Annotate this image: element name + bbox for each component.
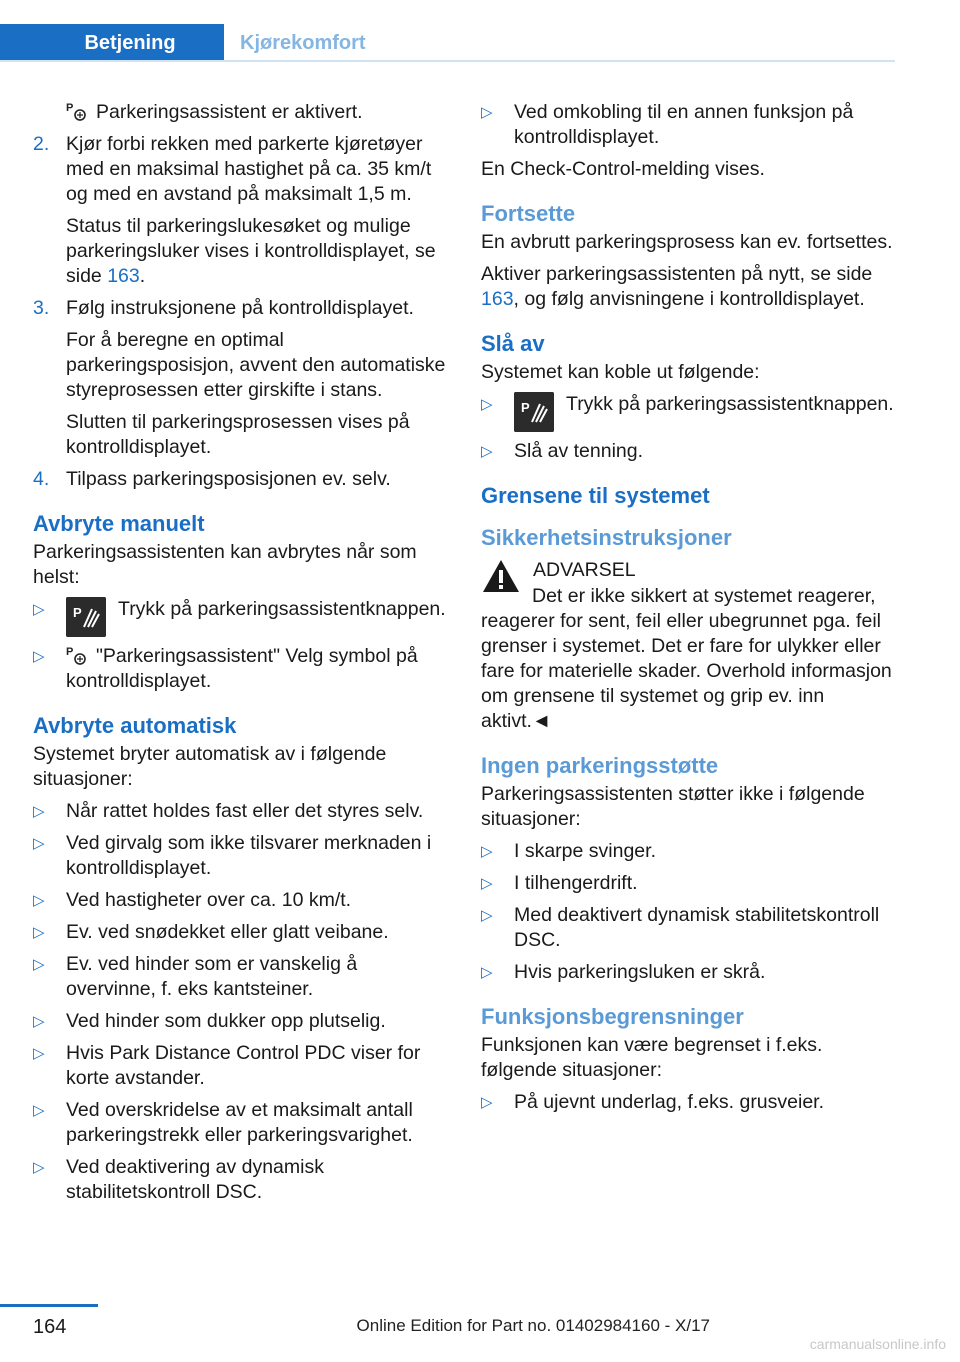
heading-grensene: Grensene til systemet (481, 483, 710, 508)
edition-text: Online Edition for Part no. 01402984160 - X/17 (356, 1316, 710, 1335)
heading-avbryte-automatisk: Avbryte automatisk (33, 713, 237, 738)
bullet-triangle-icon: ▷ (481, 875, 493, 892)
step-text: Status til parkeringslukesøket og mulige parkeringsluker vises i kontrolldisplayet, se side 163. (66, 215, 436, 287)
list-item-text: Ev. ved snødekket eller glatt veibane. (66, 921, 389, 943)
list-item (33, 1009, 448, 1034)
bullet-triangle-icon: ▷ (33, 1102, 45, 1119)
right-column (481, 100, 896, 1122)
list-item (481, 100, 896, 150)
bullet-triangle-icon: ▷ (481, 443, 493, 460)
heading-funksjonsbegrensninger: Funksjonsbegrensninger (481, 1004, 744, 1029)
svg-text:P: P (73, 605, 82, 620)
parking-assistant-icon (66, 644, 88, 666)
list-item-text: Trykk på parkeringsassistentknappen. (566, 393, 894, 415)
step-2 (33, 132, 448, 289)
list-item-text: Hvis Park Distance Control PDC viser for korte avstander. (66, 1042, 421, 1089)
step-text: Tilpass parkeringsposisjonen ev. selv. (66, 468, 391, 490)
list-item (481, 960, 896, 985)
svg-text:P: P (66, 646, 74, 658)
list-item (33, 799, 448, 824)
check-control-text: En Check-Control-melding vises. (481, 158, 765, 180)
header-tabs (0, 24, 895, 62)
warning-title: ADVARSEL (533, 559, 636, 581)
list-item (33, 1155, 448, 1205)
list-item (481, 839, 896, 864)
list-item-text: På ujevnt underlag, f.eks. grusveier. (514, 1091, 825, 1113)
bullet-triangle-icon: ▷ (481, 907, 493, 924)
list-item (481, 439, 896, 464)
list-item-text: Ved hastigheter over ca. 10 km/t. (66, 889, 352, 911)
bullet-triangle-icon: ▷ (33, 835, 45, 852)
auto-list (33, 799, 448, 1205)
bullet-triangle-icon: ▷ (33, 1045, 45, 1062)
bullet-triangle-icon: ▷ (33, 648, 45, 665)
step-text-lead: Status til parkeringslukesøket og mulige parkeringsluker vises i kontrolldisplayet, se side (66, 215, 436, 287)
bullet-triangle-icon: ▷ (481, 843, 493, 860)
step-number: 2. (33, 133, 50, 155)
list-item-text: I tilhengerdrift. (514, 872, 638, 894)
left-column (33, 100, 448, 1212)
continue-text-2 (481, 262, 896, 312)
step-4 (33, 467, 448, 492)
tab-betjening[interactable] (0, 24, 224, 62)
header-divider (0, 60, 895, 62)
step-3 (33, 296, 448, 460)
tab-betjening-label: Betjening (84, 31, 176, 54)
nosupport-list (481, 839, 896, 985)
list-item-text: Trykk på parkeringsassistentknappen. (118, 598, 446, 620)
footer-accent-bar (0, 1304, 98, 1307)
nosupport-intro: Parkeringsassistenten støtter ikke i følgende situasjoner: (481, 783, 865, 830)
bullet-triangle-icon: ▷ (33, 1159, 45, 1176)
step-text: Følg instruksjonene på kontrolldisplayet. (66, 297, 414, 319)
func-list (481, 1090, 896, 1115)
step-text: Kjør forbi rekken med parkerte kjøretøyer med en maksimal hastighet på ca. 35 km/t og med en avstand på maksimalt 1,5 m. (66, 133, 432, 205)
heading-fortsette: Fortsette (481, 201, 576, 226)
bullet-triangle-icon: ▷ (33, 956, 45, 973)
watermark: carmanualsonline.info (809, 1336, 946, 1352)
step-text: Slutten til parkeringsprosessen vises på kontrolldisplayet. (66, 411, 410, 458)
list-item-text: Når rattet holdes fast eller det styres selv. (66, 800, 424, 822)
list-item (481, 1090, 896, 1115)
list-item-text: Ev. ved hinder som er vanskelig å overvinne, f. eks kantsteiner. (66, 953, 358, 1000)
list-item-text: "Parkeringsassistent" Velg symbol på kontrolldisplayet. (66, 645, 418, 692)
parking-button-icon (66, 597, 106, 637)
list-item-text: Ved girvalg som ikke tilsvarer merknaden i kontrolldisplayet. (66, 832, 432, 879)
list-item (33, 952, 448, 1002)
list-item-text: Slå av tenning. (514, 440, 644, 462)
warning-text: Det er ikke sikkert at systemet reagerer, reagerer for sent, feil eller ubegrunnet pga. feil grenser i systemet. Det er fare for ulykker eller fare for materielle skader. Overhold informasjon om grensene til systemet og grip ev. inn aktivt.◄ (481, 585, 892, 732)
bullet-triangle-icon: ▷ (33, 924, 45, 941)
step-1-text: Parkeringsassistent er aktivert. (96, 101, 363, 123)
heading-sikkerhet: Sikkerhetsinstruksjoner (481, 525, 732, 550)
bullet-triangle-icon: ▷ (481, 964, 493, 981)
continue-text-lead: Aktiver parkeringsassistenten på nytt, se side (481, 263, 873, 285)
list-item-text: I skarpe svinger. (514, 840, 656, 862)
heading-avbryte-manuelt: Avbryte manuelt (33, 511, 205, 536)
step-number: 3. (33, 297, 50, 319)
list-item-text: Ved overskridelse av et maksimalt antall parkeringstrekk eller parkeringsvarighet. (66, 1099, 413, 1146)
continue-text: En avbrutt parkeringsprosess kan ev. fortsettes. (481, 231, 893, 253)
svg-text:P: P (521, 400, 530, 415)
warning-triangle-icon (481, 558, 521, 594)
tab-kjorekomfort[interactable]: Kjørekomfort (240, 31, 366, 54)
bullet-triangle-icon: ▷ (481, 104, 493, 121)
list-item (481, 871, 896, 896)
list-item (33, 644, 448, 694)
list-item-text: Ved omkobling til en annen funksjon på kontrolldisplayet. (514, 101, 854, 148)
bullet-triangle-icon: ▷ (33, 892, 45, 909)
bullet-triangle-icon: ▷ (33, 1013, 45, 1030)
continue-text-tail: , og følg anvisningene i kontrolldisplayet. (513, 288, 865, 310)
warning-block (481, 558, 896, 734)
list-item (33, 888, 448, 913)
list-item (33, 831, 448, 881)
list-item (33, 597, 448, 637)
svg-text:P: P (66, 102, 74, 114)
page-number: 164 (33, 1316, 67, 1338)
bullet-triangle-icon: ▷ (33, 803, 45, 820)
bullet-triangle-icon: ▷ (33, 601, 45, 618)
func-intro: Funksjonen kan være begrenset i f.eks. følgende situasjoner: (481, 1034, 823, 1081)
parking-button-icon (514, 392, 554, 432)
page-link-163[interactable]: 163 (481, 288, 514, 310)
auto-intro: Systemet bryter automatisk av i følgende situasjoner: (33, 743, 387, 790)
list-item (33, 920, 448, 945)
list-item (481, 392, 896, 432)
list-item (33, 1041, 448, 1091)
bullet-triangle-icon: ▷ (481, 1094, 493, 1111)
parking-assistant-icon (66, 100, 88, 122)
step-1-tail (33, 100, 448, 125)
list-item (481, 903, 896, 953)
step-text: For å beregne en optimal parkeringsposisjon, avvent den automatiske styreprosessen etter girskifte i stans. (66, 329, 446, 401)
step-number: 4. (33, 468, 50, 490)
heading-sla-av: Slå av (481, 331, 545, 356)
list-item-text: Ved hinder som dukker opp plutselig. (66, 1010, 386, 1032)
page-link-163[interactable]: 163 (107, 265, 140, 287)
list-item-text: Hvis parkeringsluken er skrå. (514, 961, 766, 983)
manual-intro: Parkeringsassistenten kan avbrytes når som helst: (33, 541, 417, 588)
off-intro: Systemet kan koble ut følgende: (481, 361, 760, 383)
heading-ingen-stotte: Ingen parkeringsstøtte (481, 753, 719, 778)
list-item-text: Med deaktivert dynamisk stabilitetskontroll DSC. (514, 904, 880, 951)
list-item (33, 1098, 448, 1148)
list-item-text: Ved deaktivering av dynamisk stabilitetskontroll DSC. (66, 1156, 324, 1203)
bullet-triangle-icon: ▷ (481, 396, 493, 413)
